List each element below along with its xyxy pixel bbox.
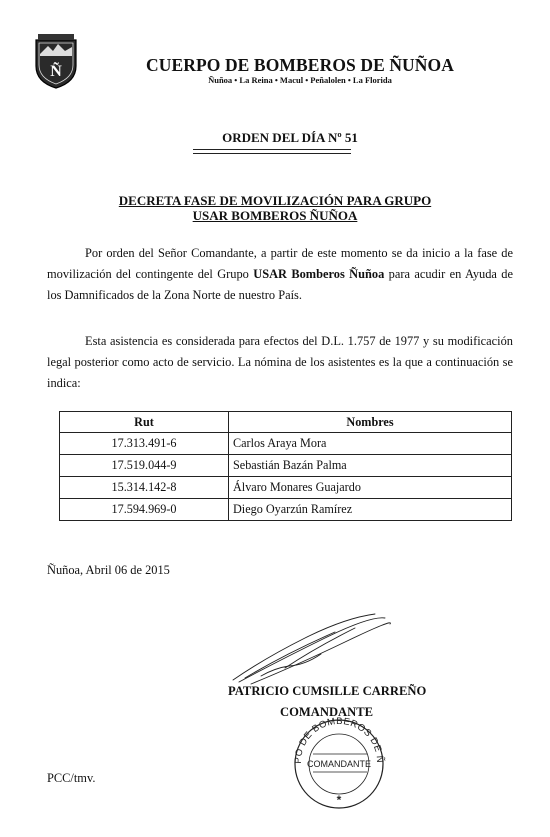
signer-name: PATRICIO CUMSILLE CARREÑO	[228, 684, 427, 698]
document-date: Ñuñoa, Abril 06 de 2015	[47, 563, 170, 577]
table-row	[60, 455, 512, 477]
table-header-row	[60, 412, 512, 433]
name-cell: Sebastián Bazán Palma	[229, 455, 512, 477]
rut-cell: 17.519.044-9	[60, 455, 229, 477]
header-names: Nombres	[229, 412, 512, 433]
decree-line-1: DECRETA FASE DE MOVILIZACIÓN PARA GRUPO	[118, 193, 432, 208]
paragraph-1-text-end: para acudir en Ayuda de los Damnificados de la Zona Norte de nuestro País.	[47, 267, 513, 302]
organization-name: CUERPO DE BOMBEROS DE ÑUÑOA	[145, 55, 454, 75]
table-row	[60, 433, 512, 455]
seal-star: *	[336, 793, 342, 807]
handwritten-signature	[225, 608, 395, 688]
decree-line-2: USAR BOMBEROS ÑUÑOA	[192, 208, 358, 223]
seal-center-text: COMANDANTE	[306, 759, 372, 769]
paragraph-1-text-start: Por orden del Señor Comandante, a partir de este momento se da inicio a la fase de movilización del contingente del Grupo	[47, 246, 513, 281]
mobilization-paragraph	[47, 243, 513, 306]
table-row	[60, 477, 512, 499]
paragraph-2-text: Esta asistencia es considerada para efectos del D.L. 1.757 de 1977 y su modificación legal posterior como acto de servicio. La nómina de los asistentes es la que a continuación se indica:	[47, 334, 513, 390]
logo-letter: Ñ	[50, 63, 62, 80]
header-rut: Rut	[60, 412, 229, 433]
seal-ring-text: PO DE BOMBEROS DE Ñ	[292, 715, 386, 764]
order-of-the-day-title: ORDEN DEL DÍA Nº 51	[222, 130, 358, 145]
table-row	[60, 499, 512, 521]
rut-cell: 15.314.142-8	[60, 477, 229, 499]
rut-cell: 17.313.491-6	[60, 433, 229, 455]
name-cell: Álvaro Monares Guajardo	[229, 477, 512, 499]
signer-title: COMANDANTE	[280, 705, 374, 719]
institution-crest-logo	[34, 32, 78, 90]
name-cell: Diego Oyarzún Ramírez	[229, 499, 512, 521]
assistance-paragraph	[47, 331, 513, 394]
name-cell: Carlos Araya Mora	[229, 433, 512, 455]
double-rule-divider	[193, 149, 351, 154]
personnel-roster-table	[59, 411, 512, 521]
paragraph-1-group-name: USAR Bomberos Ñuñoa	[253, 267, 385, 281]
organization-communes: Ñuñoa • La Reina • Macul • Peñalolen • La Florida	[208, 75, 392, 85]
decree-heading	[95, 193, 455, 223]
reference-initials: PCC/tmv.	[47, 771, 96, 785]
svg-text:CUERPO DE BOMBEROS DE ÑUÑOA	[285, 712, 385, 764]
official-seal-stamp	[285, 712, 393, 812]
rut-cell: 17.594.969-0	[60, 499, 229, 521]
